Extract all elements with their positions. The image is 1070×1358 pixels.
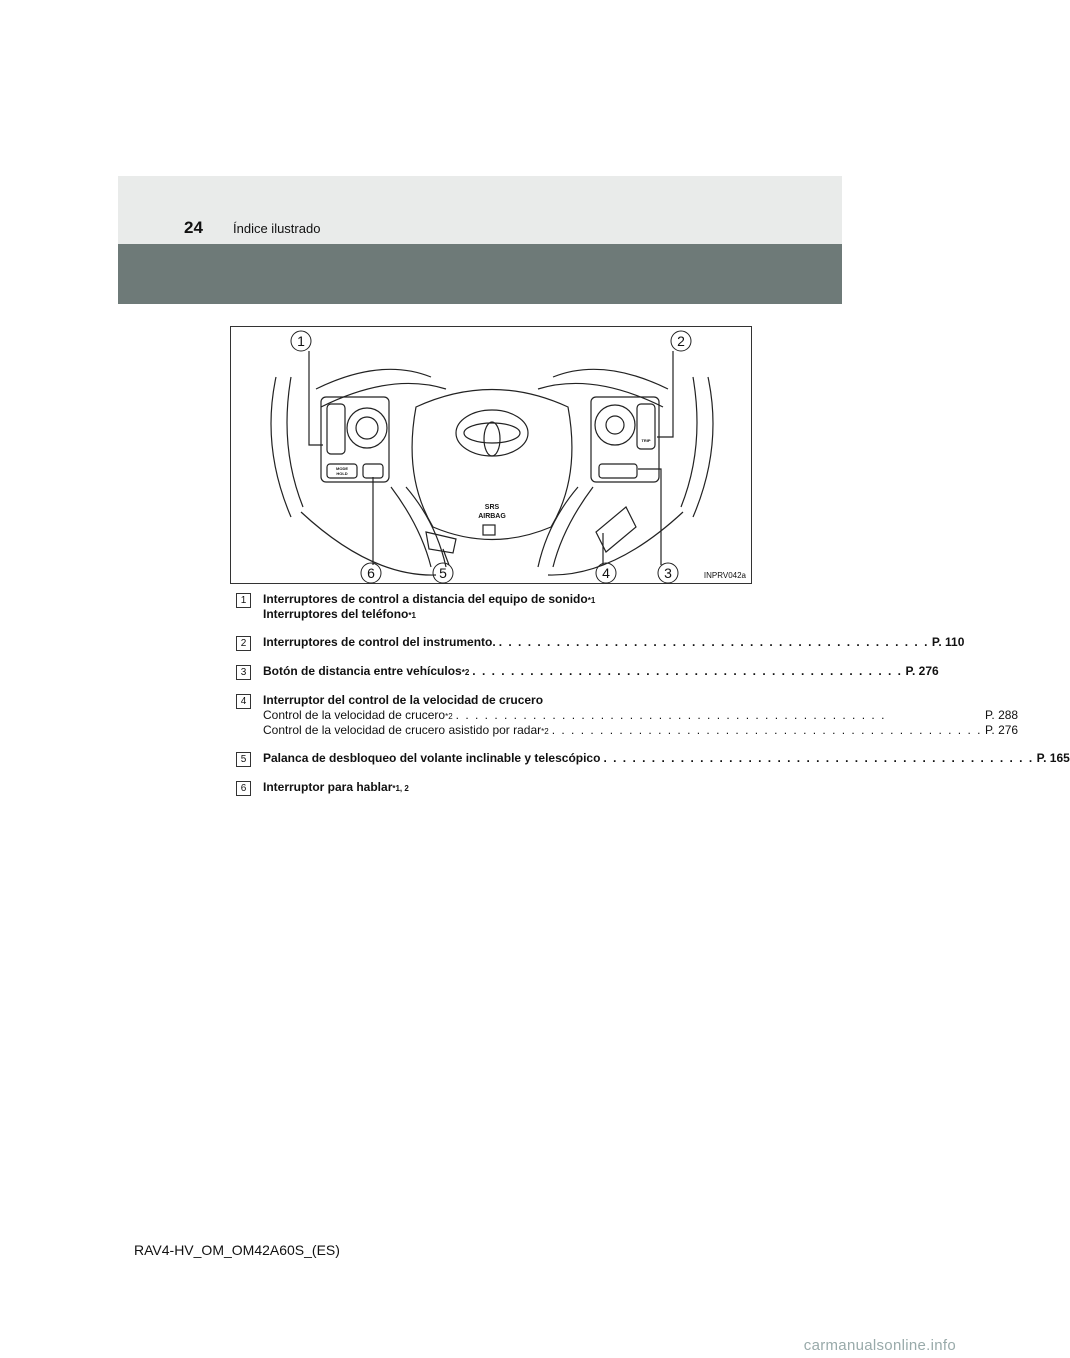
item-number: 5 (236, 752, 251, 767)
header-band (118, 176, 842, 244)
item-line: Interruptores de control a distancia del equipo de sonido *1 (263, 592, 596, 606)
callout-2: 2 (677, 333, 685, 349)
list-item (236, 592, 726, 622)
callout-6: 6 (367, 565, 375, 581)
callout-5: 5 (439, 565, 447, 581)
page-reference[interactable]: P. 165 (1036, 751, 1070, 765)
item-number: 6 (236, 781, 251, 796)
callout-1: 1 (297, 333, 305, 349)
item-line: Control de la velocidad de crucero *2 . . . . . . . . . . . . . . . . . . . . . . . . . . . . . . . . . . . . . . . . . . . . . P. 288 (263, 708, 1019, 722)
airbag-label-top: SRS (484, 504, 500, 511)
list-item (236, 635, 965, 651)
page-reference[interactable]: P. 110 (931, 635, 965, 649)
item-line: Interruptor para hablar *1, 2 (263, 780, 409, 794)
steering-wheel-illustration (231, 327, 753, 585)
watermark: carmanualsonline.info (803, 1337, 956, 1354)
item-text: Control de la velocidad de crucero (263, 708, 446, 722)
leader-dots: . . . . . . . . . . . . . . . . . . . . . . . . . . . . . . . . . . . . . . . . . . . . . (498, 635, 929, 649)
mode-sub-label: HOLD (336, 471, 348, 476)
item-number: 1 (236, 593, 251, 608)
item-text: Interruptores de control a distancia del equipo de sonido (263, 592, 588, 606)
trip-button-label: TRIP (641, 438, 651, 443)
mode-button-label: MODE (336, 466, 348, 471)
list-item (236, 664, 939, 680)
item-text: Interruptores del teléfono (263, 607, 409, 621)
item-text: Botón de distancia entre vehículos (263, 664, 462, 678)
list-item (236, 751, 1070, 767)
steering-wheel-figure (230, 326, 752, 584)
item-text: Palanca de desbloqueo del volante inclinable y telescópico (263, 751, 601, 765)
list-item (236, 693, 1019, 738)
item-line: Interruptores del teléfono *1 (263, 607, 416, 621)
page-reference[interactable]: P. 276 (984, 723, 1019, 737)
header-dark-band (118, 244, 842, 304)
item-number: 2 (236, 636, 251, 651)
item-line (263, 693, 1018, 708)
item-line (263, 751, 1070, 766)
page-number: 24 (184, 218, 203, 237)
airbag-label-bottom: AIRBAG (478, 513, 506, 520)
page-reference[interactable]: P. 276 (905, 664, 939, 678)
list-item (236, 780, 726, 796)
section-title: Índice ilustrado (233, 221, 321, 236)
leader-dots: . . . . . . . . . . . . . . . . . . . . . . . . . . . . . . . . . . . . . . . . . . . . . (472, 664, 903, 678)
item-number: 4 (236, 694, 251, 709)
item-text: Interruptores de control del instrumento. (263, 635, 496, 649)
leader-dots: . . . . . . . . . . . . . . . . . . . . . . . . . . . . . . . . . . . . . . . . . . . . . (551, 723, 982, 737)
item-text: Interruptor para hablar (263, 780, 393, 794)
leader-dots: . . . . . . . . . . . . . . . . . . . . . . . . . . . . . . . . . . . . . . . . . . . . . (455, 708, 886, 722)
item-text: Interruptor del control de la velocidad de crucero (263, 693, 544, 707)
items-list (236, 592, 1070, 809)
item-line: Control de la velocidad de crucero asistido por radar *2 . . . . . . . . . . . . . . . . . . . . . . . . . . . . . . . . . . . . . . . . . . . . . P. 276 (263, 723, 1019, 737)
item-number: 3 (236, 665, 251, 680)
callout-3: 3 (664, 565, 672, 581)
item-line: Botón de distancia entre vehículos *2 . . . . . . . . . . . . . . . . . . . . . . . . . . . . . . . . . . . . . . . . . . . . . P. 276 (263, 664, 939, 678)
item-line (263, 635, 964, 650)
item-text: Control de la velocidad de crucero asistido por radar (263, 723, 542, 737)
figure-code: INPRV042a (703, 571, 746, 580)
callout-4: 4 (602, 565, 610, 581)
leader-dots: . . . . . . . . . . . . . . . . . . . . . . . . . . . . . . . . . . . . . . . . . . . . . (603, 751, 1034, 765)
footer-code: RAV4-HV_OM_OM42A60S_(ES) (134, 1242, 340, 1258)
page-reference[interactable]: P. 288 (984, 708, 1019, 722)
